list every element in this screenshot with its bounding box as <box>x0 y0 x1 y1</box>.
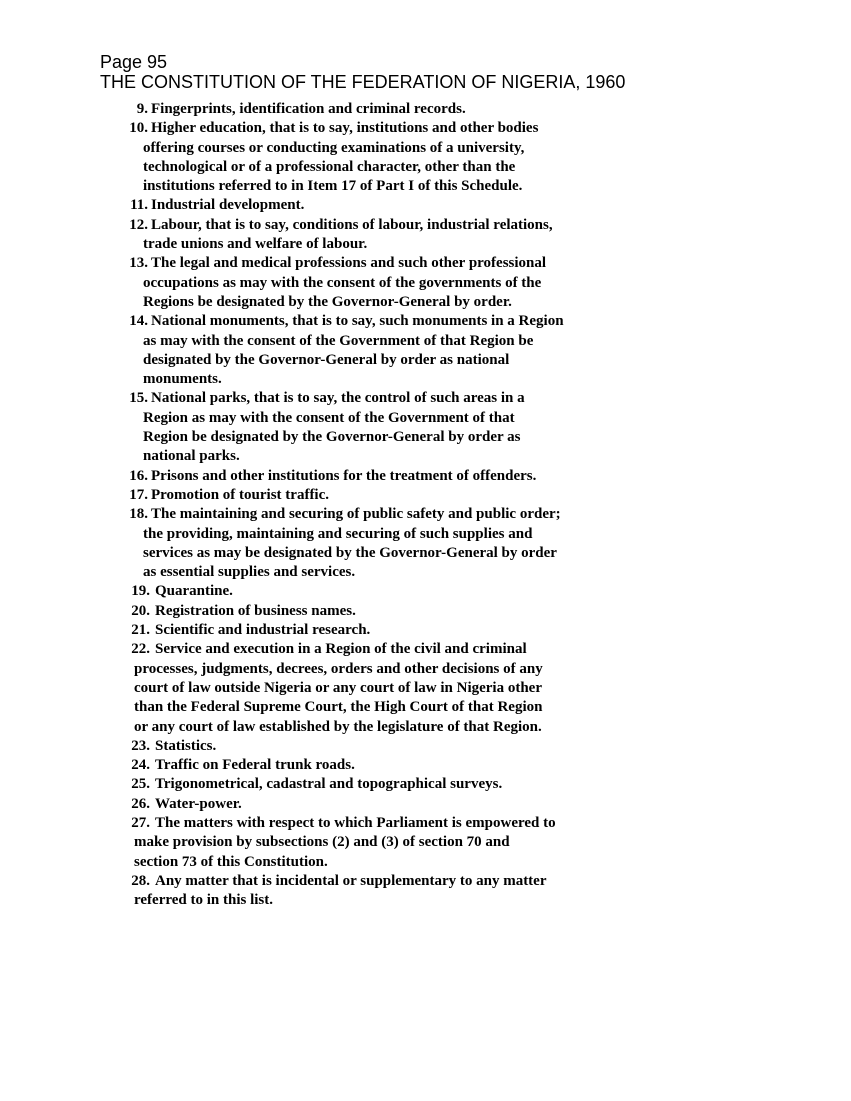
item-text-line: Statistics. <box>155 737 217 754</box>
item-number: 26. <box>131 795 150 812</box>
item-text-line: Labour, that is to say, conditions of labour, industrial relations, <box>151 216 553 233</box>
item-number: 25. <box>131 776 150 793</box>
list-item <box>0 389 851 466</box>
item-text-line: Promotion of tourist traffic. <box>151 486 330 503</box>
item-text-line: section 73 of this Constitution. <box>134 853 328 870</box>
item-text-line: Water-power. <box>155 795 242 812</box>
schedule-list <box>0 100 851 910</box>
list-item <box>0 312 851 389</box>
item-text-line: court of law outside Nigeria or any court of law in Nigeria other <box>134 679 542 696</box>
item-text-line: or any court of law established by the legislature of that Region. <box>134 718 542 735</box>
item-number: 10. <box>129 120 148 137</box>
item-text-line: the providing, maintaining and securing of such supplies and <box>143 525 533 542</box>
list-item <box>0 775 851 794</box>
item-text-line: Regions be designated by the Governor-General by order. <box>143 293 512 310</box>
item-number: 16. <box>129 467 148 484</box>
list-item <box>0 119 851 196</box>
item-text-line: The legal and medical professions and such other professional <box>151 255 547 272</box>
list-item <box>0 216 851 255</box>
list-item <box>0 254 851 312</box>
list-item <box>0 756 851 775</box>
item-text-line: technological or of a professional character, other than the <box>143 158 516 175</box>
list-item <box>0 196 851 215</box>
item-text-line: institutions referred to in Item 17 of Part I of this Schedule. <box>143 178 523 195</box>
item-text-line: Industrial development. <box>151 197 305 214</box>
item-text-line: Higher education, that is to say, institutions and other bodies <box>151 120 539 137</box>
item-text-line: services as may be designated by the Governor-General by order <box>143 544 557 561</box>
item-number: 20. <box>131 602 150 619</box>
item-text-line: Quarantine. <box>155 583 233 600</box>
list-item <box>0 795 851 814</box>
item-text-line: Any matter that is incidental or supplementary to any matter <box>155 872 547 889</box>
list-item <box>0 467 851 486</box>
item-text-line: referred to in this list. <box>134 892 274 909</box>
item-text-line: national parks. <box>143 448 240 465</box>
item-number: 23. <box>131 737 150 754</box>
page-number-label: Page 95 <box>100 52 168 72</box>
list-item <box>0 814 851 872</box>
item-text-line: monuments. <box>143 371 222 388</box>
item-number: 21. <box>131 622 150 639</box>
item-text-line: designated by the Governor-General by order as national <box>143 351 510 368</box>
item-text-line: Traffic on Federal trunk roads. <box>155 757 355 774</box>
item-text-line: Registration of business names. <box>155 602 356 619</box>
item-text-line: Region as may with the consent of the Government of that <box>143 409 515 426</box>
item-text-line: as may with the consent of the Government of that Region be <box>143 332 534 349</box>
item-number: 14. <box>129 313 148 330</box>
item-text-line: Scientific and industrial research. <box>155 622 371 639</box>
list-item <box>0 621 851 640</box>
item-text-line: as essential supplies and services. <box>143 564 356 581</box>
list-item <box>0 602 851 621</box>
list-item <box>0 582 851 601</box>
item-text-line: National monuments, that is to say, such monuments in a Region <box>151 313 564 330</box>
page-header <box>100 52 625 92</box>
item-number: 15. <box>129 390 148 407</box>
item-number: 27. <box>131 814 150 831</box>
item-number: 9. <box>136 101 148 117</box>
item-text-line: The matters with respect to which Parliament is empowered to <box>155 814 556 831</box>
item-text-line: Service and execution in a Region of the civil and criminal <box>155 641 527 658</box>
item-text-line: Region be designated by the Governor-General by order as <box>143 429 521 446</box>
item-text-line: Fingerprints, identification and criminal records. <box>151 101 466 117</box>
item-text-line: Trigonometrical, cadastral and topographical surveys. <box>155 776 503 793</box>
document-title: THE CONSTITUTION OF THE FEDERATION OF NIGERIA, 1960 <box>100 72 626 92</box>
list-item <box>0 486 851 505</box>
item-text-line: trade unions and welfare of labour. <box>143 236 368 253</box>
item-number: 19. <box>131 583 150 600</box>
list-item <box>0 100 851 119</box>
item-number: 17. <box>129 486 148 503</box>
list-item <box>0 872 851 911</box>
item-number: 24. <box>131 757 150 774</box>
item-number: 18. <box>129 506 148 523</box>
list-item <box>0 505 851 582</box>
item-number: 22. <box>131 641 150 658</box>
item-text-line: offering courses or conducting examinations of a university, <box>143 139 525 156</box>
item-number: 13. <box>129 255 148 272</box>
list-item <box>0 737 851 756</box>
item-number: 12. <box>129 216 148 233</box>
item-text-line: than the Federal Supreme Court, the High Court of that Region <box>134 699 543 716</box>
item-text-line: National parks, that is to say, the control of such areas in a <box>151 390 525 407</box>
item-number: 28. <box>131 872 150 889</box>
item-text-line: make provision by subsections (2) and (3) of section 70 and <box>134 834 510 851</box>
item-text-line: processes, judgments, decrees, orders and other decisions of any <box>134 660 543 677</box>
item-text-line: Prisons and other institutions for the treatment of offenders. <box>151 467 537 484</box>
item-number: 11. <box>130 197 148 214</box>
list-item <box>0 640 851 736</box>
item-text-line: occupations as may with the consent of the governments of the <box>143 274 542 291</box>
item-text-line: The maintaining and securing of public safety and public order; <box>151 506 561 523</box>
